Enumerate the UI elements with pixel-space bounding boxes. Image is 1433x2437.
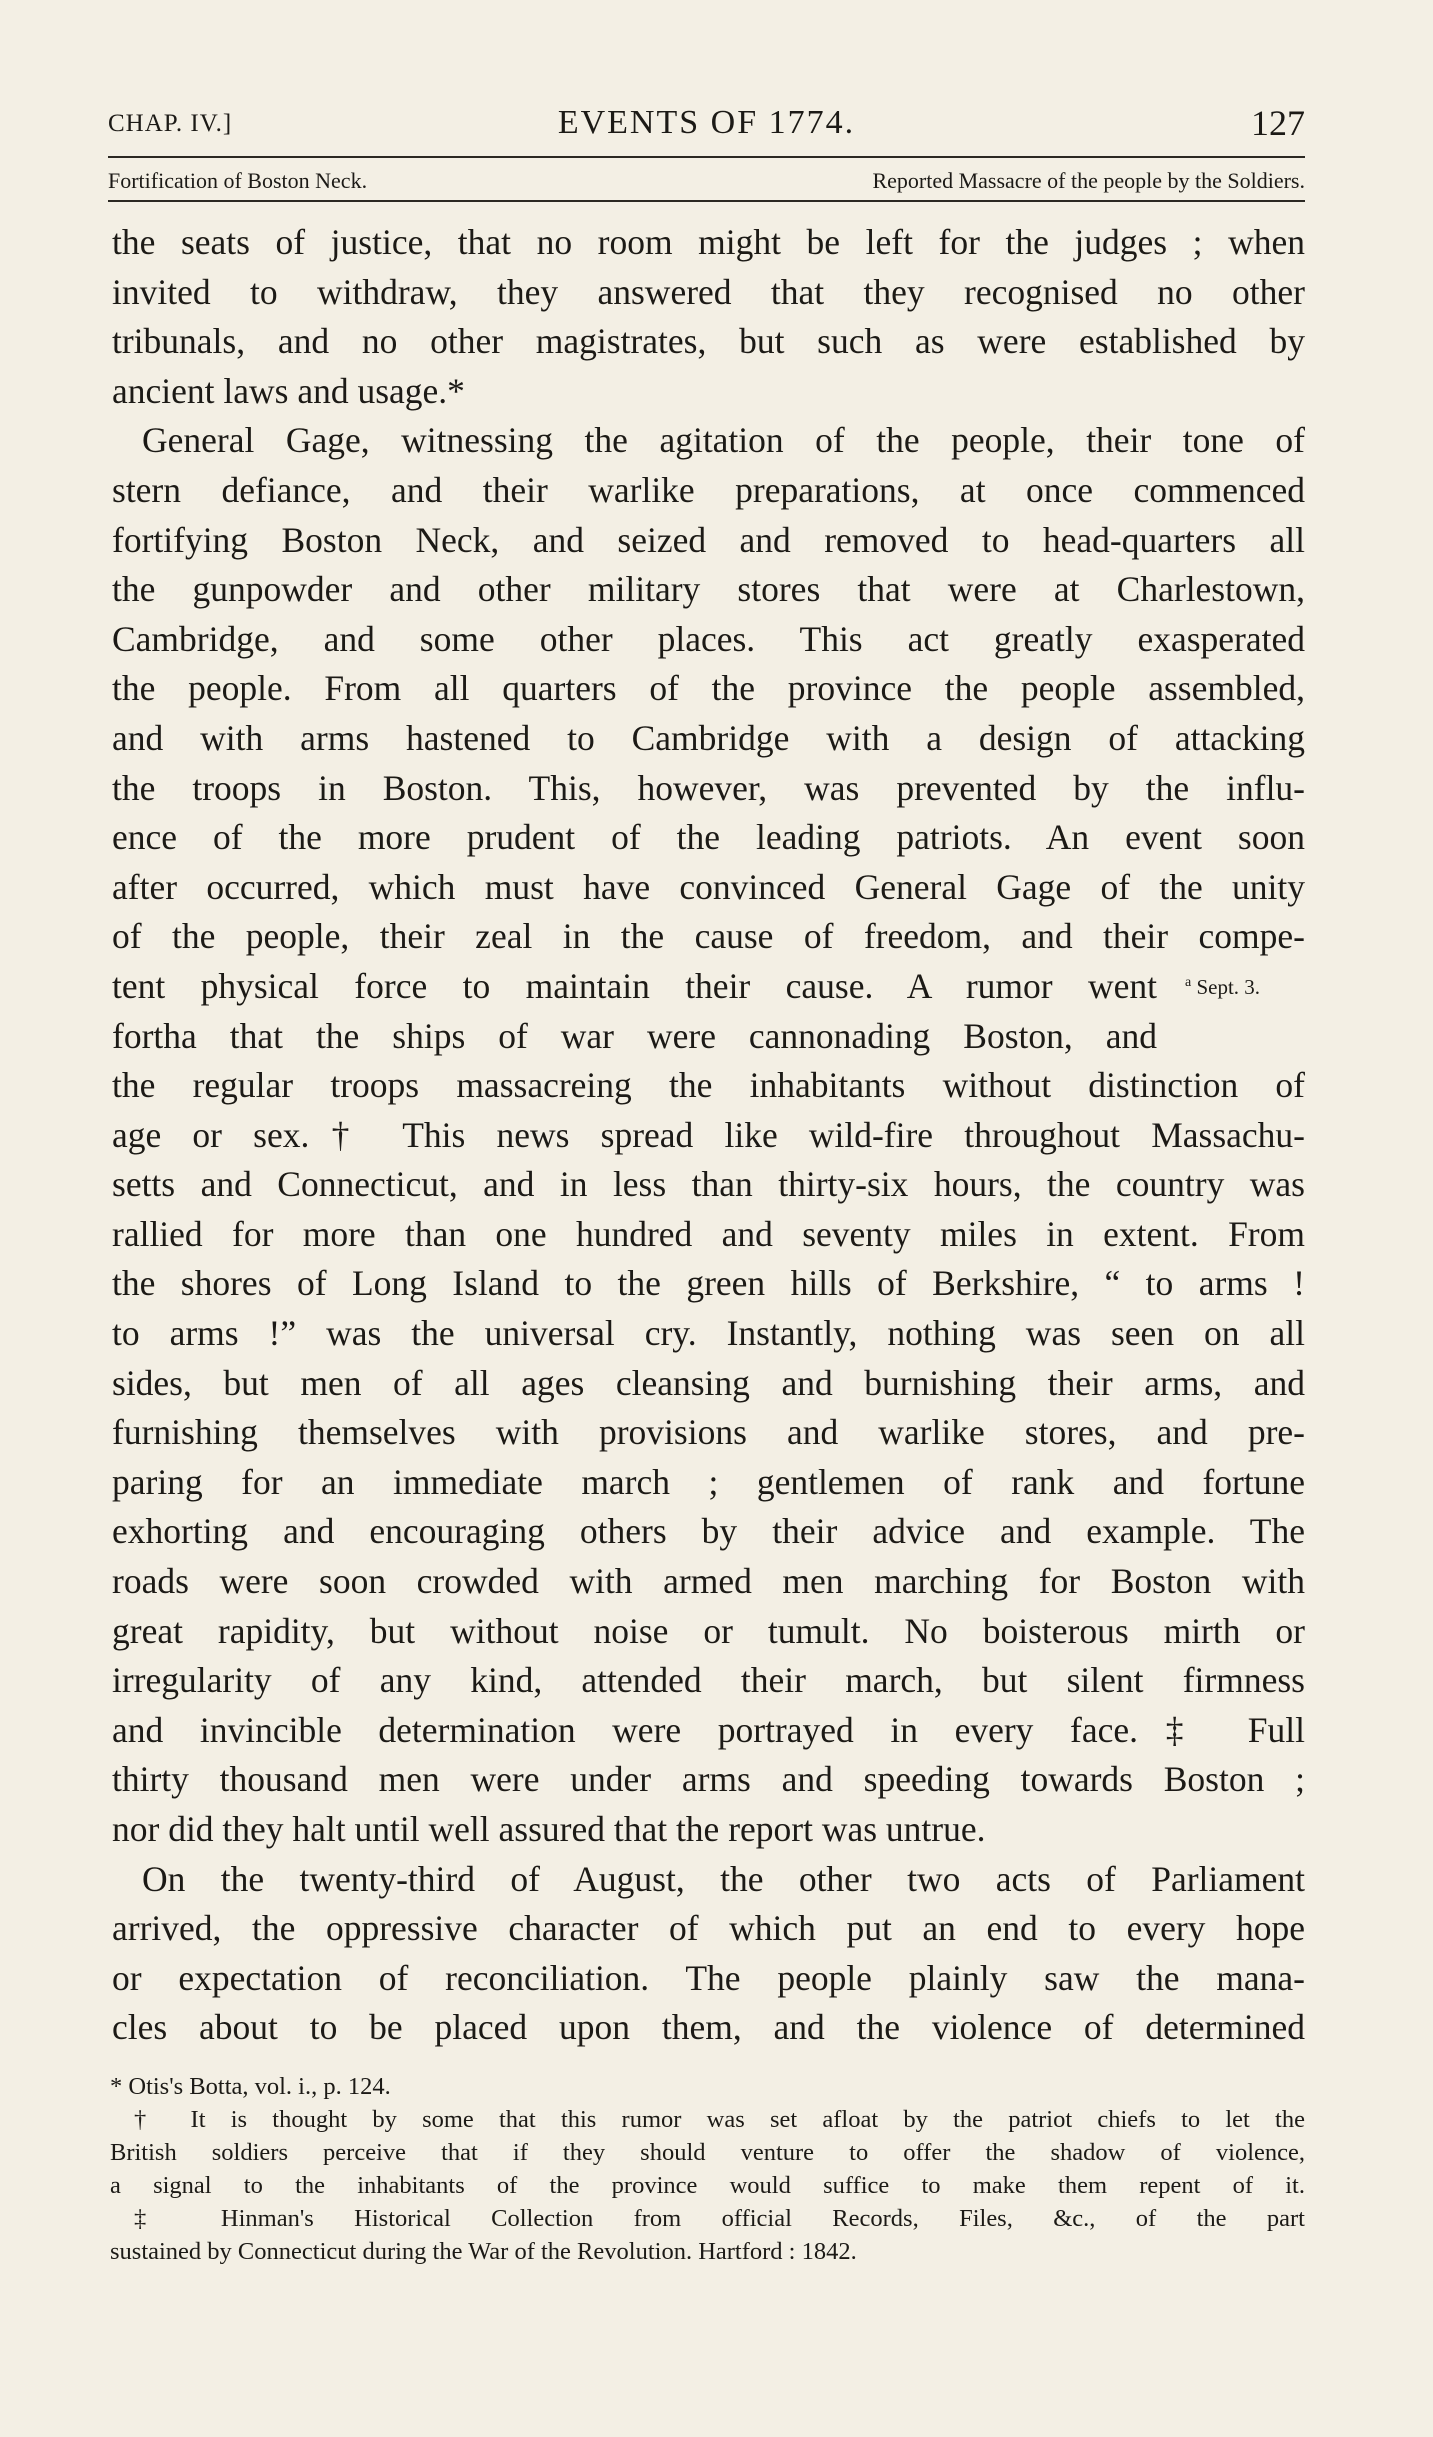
subheading-left: Fortification of Boston Neck. [108, 168, 368, 193]
margin-note-marker: a [1185, 975, 1192, 990]
body-line: arrived, the oppressive character of which put an end to every hope [112, 1908, 1305, 1949]
running-header [108, 100, 1305, 150]
body-line: and invincible determination were portrayed in every face.‡ Full [112, 1709, 1305, 1750]
body-line: invited to withdraw, they answered that they recognised no other [112, 271, 1305, 312]
body-line: or expectation of reconciliation. The people plainly saw the mana- [112, 1957, 1305, 1998]
footnote-line: ‡ Hinman's Historical Collection from official Records, Files, &c., of the part [134, 2205, 1305, 2232]
body-line: irregularity of any kind, attended their march, but silent firmness [112, 1660, 1305, 1701]
footnote-line: British soldiers perceive that if they should venture to offer the shadow of violence, [110, 2139, 1305, 2166]
body-line: cles about to be placed upon them, and the violence of determined [112, 2007, 1305, 2048]
body-line: roads were soon crowded with armed men marching for Boston with [112, 1561, 1305, 1602]
body-line: stern defiance, and their warlike preparations, at once commenced [112, 469, 1305, 510]
body-line: age or sex.† This news spread like wild-fire throughout Massachu- [112, 1114, 1305, 1155]
body-line: after occurred, which must have convinced General Gage of the unity [112, 866, 1305, 907]
body-line: great rapidity, but without noise or tumult. No boisterous mirth or [112, 1610, 1305, 1651]
body-line: Cambridge, and some other places. This act greatly exasperated [112, 618, 1305, 659]
body-line: furnishing themselves with provisions and warlike stores, and pre- [112, 1412, 1305, 1453]
subheadings [108, 164, 1305, 198]
body-line: On the twenty-third of August, the other two acts of Parliament [142, 1858, 1305, 1899]
body-line: ence of the more prudent of the leading patriots. An event soon [112, 817, 1305, 858]
body-line: paring for an immediate march ; gentlemen of rank and fortune [112, 1461, 1305, 1502]
body-line: of the people, their zeal in the cause of freedom, and their compe- [112, 916, 1305, 957]
body-line: fortifying Boston Neck, and seized and removed to head-quarters all [112, 519, 1305, 560]
footnote-line: * Otis's Botta, vol. i., p. 124. [110, 2073, 391, 2100]
body-line: setts and Connecticut, and in less than thirty-six hours, the country was [112, 1164, 1305, 1205]
body-line: the regular troops massacreing the inhabitants without distinction of [112, 1065, 1305, 1106]
body-line: ancient laws and usage.* [112, 370, 465, 411]
body-line: the shores of Long Island to the green hills of Berkshire, “ to arms ! [112, 1263, 1305, 1304]
body-text [112, 218, 1305, 2053]
body-line: thirty thousand men were under arms and speeding towards Boston ; [112, 1759, 1305, 1800]
page-title: EVENTS OF 1774. [557, 104, 856, 141]
page-number: 127 [1251, 103, 1305, 143]
body-line: the people. From all quarters of the province the people assembled, [112, 668, 1305, 709]
footnote-line: a signal to the inhabitants of the province would suffice to make them repent of it. [110, 2172, 1305, 2199]
body-line: to arms !” was the universal cry. Instantly, nothing was seen on all [112, 1313, 1305, 1354]
body-line: exhorting and encouraging others by their advice and example. The [112, 1511, 1305, 1552]
body-line: rallied for more than one hundred and seventy miles in extent. From [112, 1213, 1305, 1254]
footnote-line: sustained by Connecticut during the War of the Revolution. Hartford : 1842. [110, 2238, 857, 2265]
body-line: tribunals, and no other magistrates, but such as were established by [112, 321, 1305, 362]
header-rule-top [108, 156, 1305, 158]
chapter-label: CHAP. IV.] [108, 110, 233, 137]
body-line: the troops in Boston. This, however, was prevented by the influ- [112, 767, 1305, 808]
body-line: the seats of justice, that no room might be left for the judges ; when [112, 222, 1305, 262]
body-line: the gunpowder and other military stores that were at Charlestown, [112, 569, 1305, 610]
body-line: General Gage, witnessing the agitation of the people, their tone of [142, 420, 1305, 461]
footnotes [110, 2070, 1305, 2268]
body-line: sides, but men of all ages cleansing and burnishing their arms, and [112, 1362, 1305, 1403]
margin-date-note [1185, 975, 1260, 1000]
body-line: tent physical force to maintain their cause. A rumor went [112, 965, 1157, 1006]
body-line: fortha that the ships of war were cannonading Boston, and [112, 1015, 1157, 1056]
body-line: nor did they halt until well assured that the report was untrue. [112, 1809, 986, 1849]
body-line: and with arms hastened to Cambridge with a design of attacking [112, 717, 1305, 758]
footnote-line: † It is thought by some that this rumor was set afloat by the patriot chiefs to let the [134, 2106, 1305, 2133]
header-rule-bottom [108, 200, 1305, 202]
margin-note-text: Sept. 3. [1196, 975, 1261, 999]
subheading-right: Reported Massacre of the people by the Soldiers. [872, 168, 1305, 193]
